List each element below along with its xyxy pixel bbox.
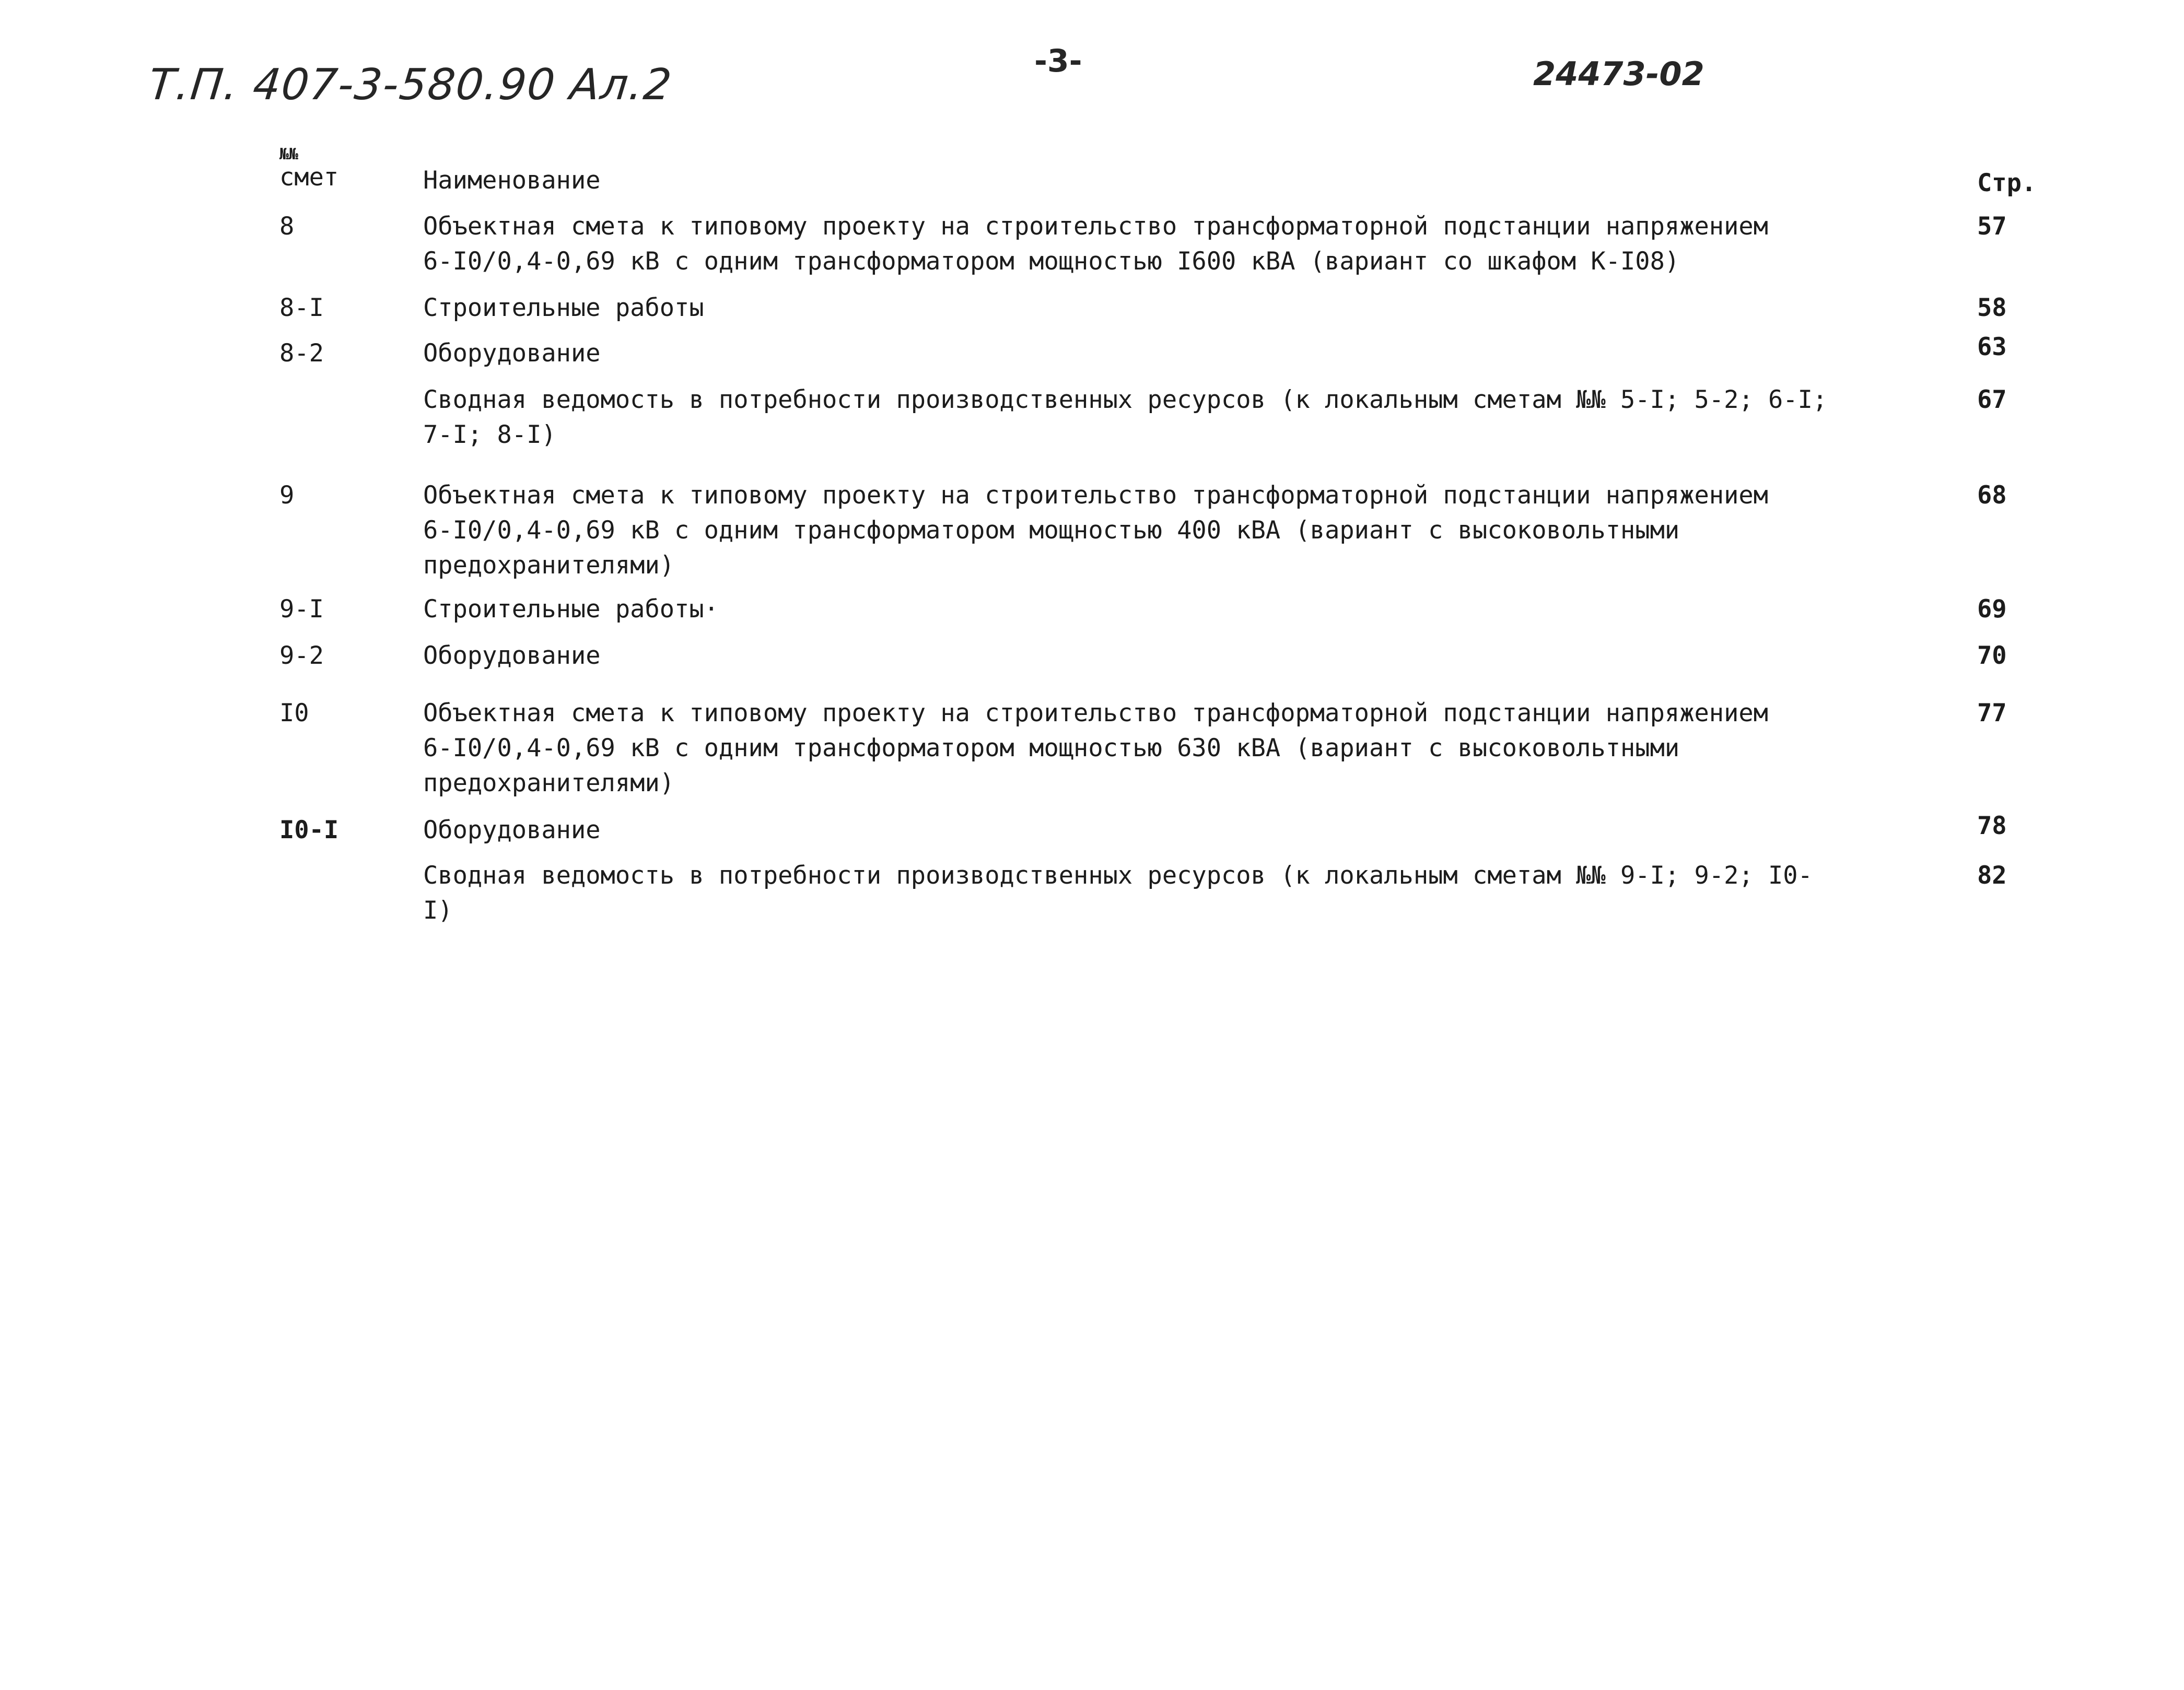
estimate-name: Оборудование (423, 339, 601, 368)
page-ref: 78 (1977, 812, 2007, 840)
estimate-name: Объектная смета к типовому проекту на строительство трансформаторной подстанции напряжением 6-I0/0,4-0,69 кВ с одним трансформатором мощностью 400 кВА (вариант с высоковольтными предохранителями) (423, 481, 1768, 580)
estimate-number: I0 (279, 699, 309, 727)
column-header-number (279, 145, 338, 191)
column-header-page: Стр. (1977, 169, 2037, 197)
page-ref: 67 (1977, 385, 2007, 414)
estimate-name: Оборудование (423, 641, 601, 670)
estimate-number: 8-2 (279, 339, 324, 368)
page-ref: 69 (1977, 595, 2007, 624)
column-header-number-label: смет (279, 163, 339, 192)
project-code: Т.П. 407-3-580.90 Ал.2 (146, 60, 675, 110)
estimate-name: Сводная ведомость в потребности производственных ресурсов (к локальным сметам №№ 9-I; 9-2; I0-I) (423, 861, 1813, 925)
page-ref: 82 (1977, 861, 2007, 890)
page-ref: 68 (1977, 481, 2007, 510)
estimate-name: Оборудование (423, 816, 601, 844)
page-ref: 63 (1977, 333, 2007, 361)
page-ref: 70 (1977, 641, 2007, 670)
page-ref: 58 (1977, 294, 2007, 322)
estimate-number: 9 (279, 481, 295, 510)
estimate-number: 9-I (279, 595, 324, 624)
estimate-number: I0-I (279, 816, 339, 844)
estimate-name: Строительные работы (423, 294, 704, 322)
page-number: -3- (1034, 43, 1082, 79)
estimate-number: 8-I (279, 294, 324, 322)
estimate-number: 8 (279, 212, 295, 241)
estimate-name: Объектная смета к типовому проекту на строительство трансформаторной подстанции напряжением 6-I0/0,4-0,69 кВ с одним трансформатором мощностью I600 кВА (вариант со шкафом К-I08) (423, 212, 1768, 276)
page-ref: 77 (1977, 699, 2007, 727)
number-sign: №№ (279, 145, 299, 163)
column-header-name: Наименование (423, 166, 601, 195)
estimate-number: 9-2 (279, 641, 324, 670)
estimate-name: Объектная смета к типовому проекту на строительство трансформаторной подстанции напряжением 6-I0/0,4-0,69 кВ с одним трансформатором мощностью 630 кВА (вариант с высоковольтными предохранителями) (423, 699, 1768, 797)
page-ref: 57 (1977, 212, 2007, 241)
estimate-name: Сводная ведомость в потребности производственных ресурсов (к локальным сметам №№ 5-I; 5-2; 6-I; 7-I; 8-I) (423, 385, 1828, 449)
document-number: 24473-02 (1533, 55, 1704, 93)
estimate-name: Строительные работы· (423, 595, 719, 624)
